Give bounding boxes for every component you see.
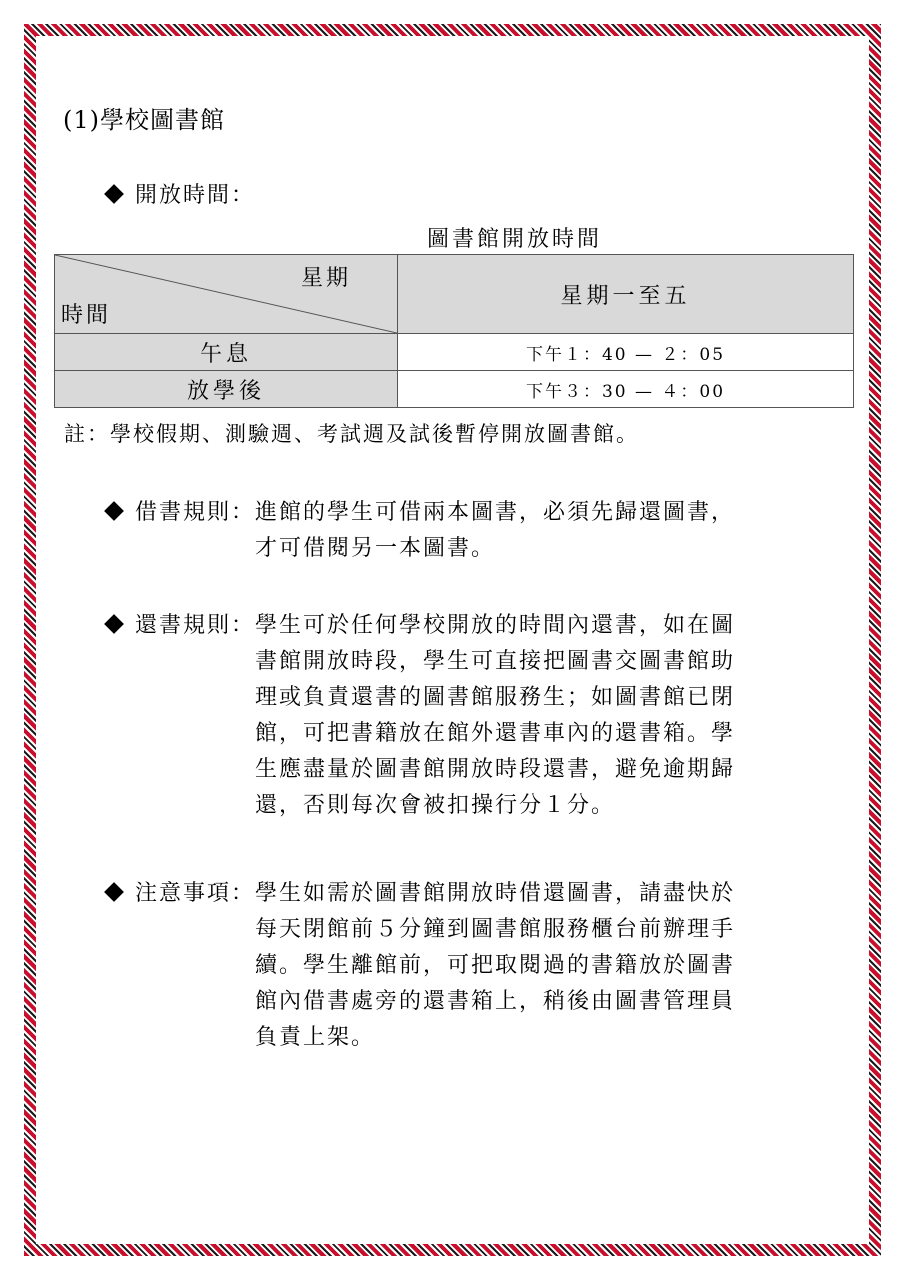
text-line: 館內借書處旁的還書箱上，稍後由圖書管理員 [255,989,736,1014]
return-rules [104,608,815,824]
return-rules-label: 還書規則： [135,613,256,638]
table-note: 註：學校假期、測驗週、考試週及試後暫停開放圖書館。 [64,422,639,446]
text-line: 進館的學生可借兩本圖書，必須先歸還圖書， [255,500,736,525]
notice-label: 注意事項： [135,881,256,906]
text-line: 學生如需於圖書館開放時借還圖書，請盡快於 [255,881,736,906]
table-corner-cell [55,255,398,334]
corner-time-label: 時間 [61,303,112,328]
corner-day-label: 星期 [300,266,351,291]
row-label: 午息 [55,334,398,371]
return-rules-text [255,608,815,824]
notice-text [255,876,815,1056]
text-line: 館，可把書籍放在館外還書車內的還書箱。學 [255,721,736,746]
section-title: (1)學校圖書館 [63,106,225,134]
text-line: 生應盡量於圖書館開放時段還書，避免逾期歸 [255,757,736,782]
borrow-rules [104,495,815,567]
table-caption: 圖書館開放時間 [427,227,603,252]
text-line: 續。學生離館前，可把取閱過的書籍放於圖書 [255,953,736,978]
notice-section [104,876,815,1056]
text-line: 理或負責還書的圖書館服務生；如圖書館已閉 [255,685,736,710]
text-line: 還，否則每次會被扣操行分１分。 [255,793,616,818]
text-line: 負責上架。 [255,1025,376,1050]
diamond-bullet-icon [104,501,124,521]
text-line: 每天閉館前５分鐘到圖書館服務櫃台前辦理手 [255,917,736,942]
text-line: 書館開放時段，學生可直接把圖書交圖書館助 [255,649,736,674]
text-line: 才可借閱另一本圖書。 [255,536,496,561]
diamond-bullet-icon [104,882,124,902]
row-time: 下午１：40 — ２：05 [398,334,854,371]
opening-hours-label: 開放時間： [135,183,256,208]
diamond-bullet-icon [104,184,124,204]
table-header-row [55,255,854,334]
borrow-rules-label: 借書規則： [135,500,256,525]
row-time: 下午３：30 — ４：00 [398,371,854,408]
diamond-bullet-icon [104,614,124,634]
table-row [55,371,854,408]
row-label: 放學後 [55,371,398,408]
weekday-header: 星期一至五 [398,255,854,334]
borrow-rules-text [255,495,815,567]
opening-hours-table [54,254,854,408]
table-row [55,334,854,371]
opening-hours-heading [104,178,255,209]
text-line: 學生可於任何學校開放的時間內還書，如在圖 [255,613,736,638]
